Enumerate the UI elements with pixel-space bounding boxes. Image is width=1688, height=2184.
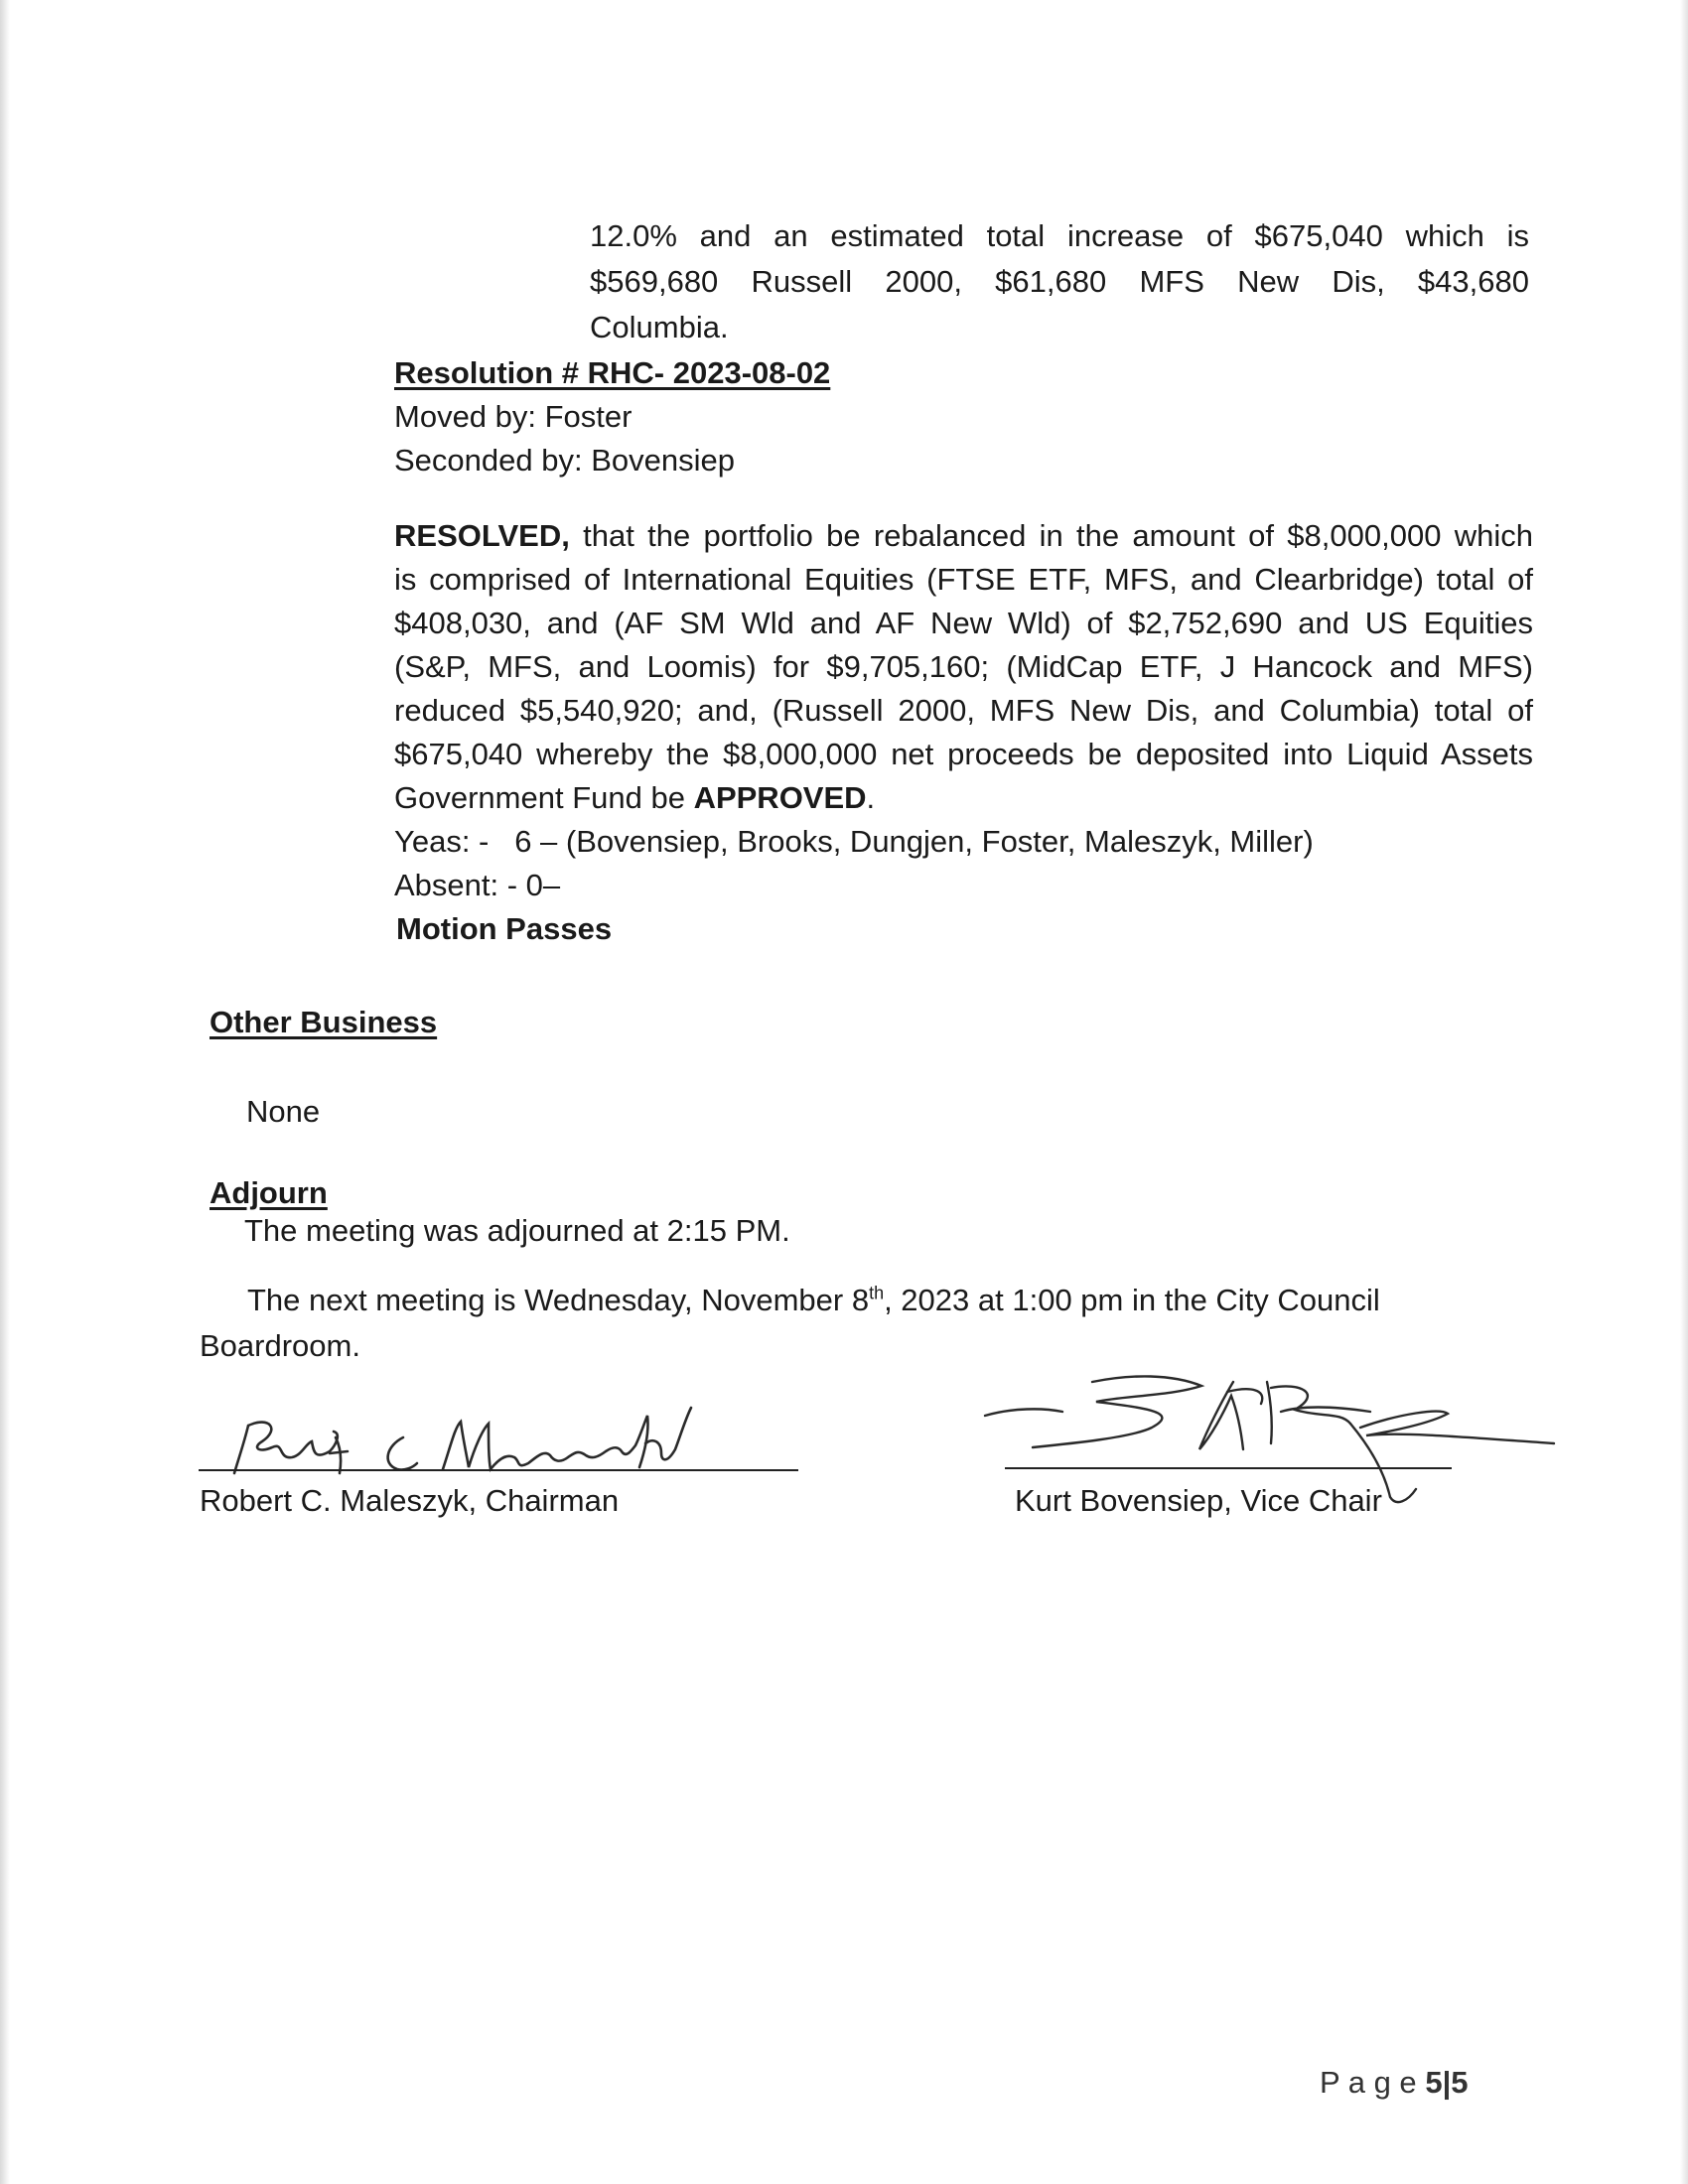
next-meeting-text: , 2023 at 1:00 pm in the City Council — [884, 1283, 1380, 1317]
page-total: 5 — [1451, 2065, 1469, 2100]
next-meeting-line: Boardroom. — [200, 1328, 360, 1363]
seconded-by: Seconded by: Bovensiep — [394, 443, 735, 478]
page-footer — [1320, 2061, 1469, 2105]
signature-robert-maleszyk — [218, 1398, 715, 1479]
page-separator: | — [1442, 2065, 1452, 2100]
page-label: P a g e — [1320, 2065, 1417, 2100]
scan-edge-right — [1680, 0, 1688, 2184]
other-business-heading: Other Business — [210, 1005, 438, 1039]
resolved-text: that the portfolio be rebalanced in the amount of $8,000,000 which — [569, 518, 1533, 553]
motion-result: Motion Passes — [396, 911, 613, 946]
resolved-text: . — [866, 780, 876, 815]
resolved-line: $408,030, and (AF SM Wld and AF New Wld) of $2,752,690 and US Equities — [394, 606, 1533, 640]
page-number: 5 — [1425, 2065, 1443, 2100]
continuation-line: $569,680 Russell 2000, $61,680 MFS New Dis, $43,680 — [590, 264, 1529, 299]
resolved-text: Government Fund be — [394, 780, 694, 815]
adjourn-body: The meeting was adjourned at 2:15 PM. — [244, 1213, 790, 1248]
adjourn-heading: Adjourn — [210, 1175, 328, 1210]
absent-line: Absent: - 0– — [394, 868, 561, 902]
resolved-line: is comprised of International Equities (FTSE ETF, MFS, and Clearbridge) total of — [394, 562, 1533, 597]
continuation-line: Columbia. — [590, 310, 729, 344]
signatory-left: Robert C. Maleszyk, Chairman — [200, 1483, 620, 1518]
resolved-line: reduced $5,540,920; and, (Russell 2000, MFS New Dis, and Columbia) total of — [394, 693, 1533, 728]
resolved-line — [394, 514, 1533, 558]
scan-edge-left — [0, 0, 10, 2184]
resolved-line: $675,040 whereby the $8,000,000 net proceeds be deposited into Liquid Assets — [394, 737, 1533, 771]
approved-word: APPROVED — [693, 780, 867, 815]
signature-line — [1005, 1467, 1452, 1469]
resolved-keyword: RESOLVED, — [394, 518, 570, 553]
signature-line — [199, 1469, 798, 1471]
moved-by: Moved by: Foster — [394, 399, 633, 434]
continuation-line: 12.0% and an estimated total increase of $675,040 which is — [590, 218, 1529, 253]
yeas-line: Yeas: - 6 – (Bovensiep, Brooks, Dungjen, Foster, Maleszyk, Miller) — [394, 824, 1314, 859]
resolved-line — [394, 776, 875, 820]
other-business-body: None — [246, 1094, 321, 1129]
next-meeting-text: The next meeting is Wednesday, November 8 — [247, 1283, 870, 1317]
resolution-heading: Resolution # RHC- 2023-08-02 — [394, 355, 831, 390]
next-meeting-line — [247, 1279, 1380, 1322]
resolved-line: (S&P, MFS, and Loomis) for $9,705,160; (MidCap ETF, J Hancock and MFS) — [394, 649, 1533, 684]
ordinal-suffix: th — [869, 1283, 885, 1303]
signatory-right: Kurt Bovensiep, Vice Chair — [1015, 1483, 1382, 1518]
